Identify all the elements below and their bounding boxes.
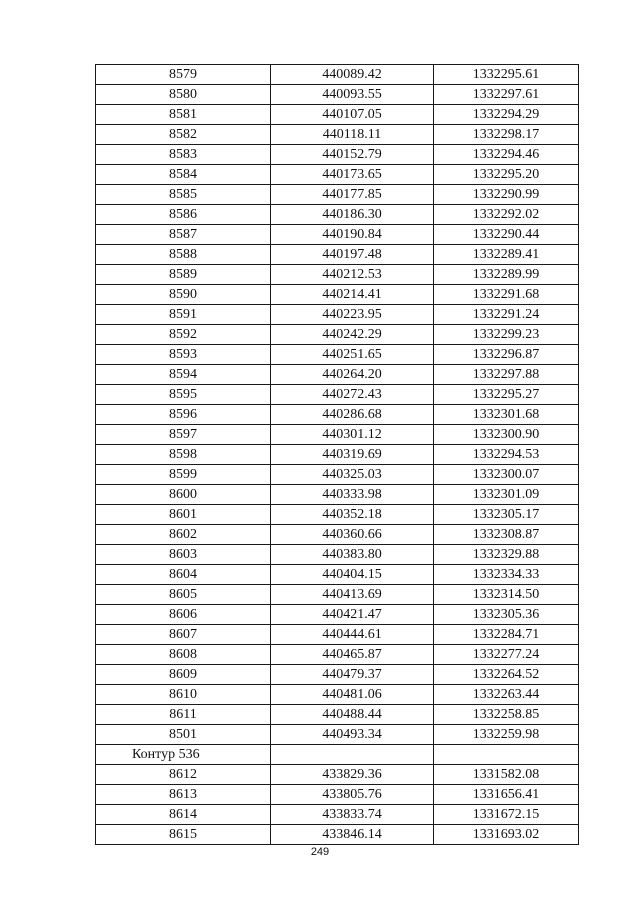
x-coordinate-cell: 440319.69	[271, 445, 434, 465]
point-number-cell: 8606	[96, 605, 271, 625]
table-row	[96, 105, 579, 125]
x-coordinate-cell: 440152.79	[271, 145, 434, 165]
y-coordinate-cell: 1332308.87	[434, 525, 579, 545]
table-row	[96, 565, 579, 585]
table-row	[96, 65, 579, 85]
point-number-cell: 8589	[96, 265, 271, 285]
point-number-cell: 8587	[96, 225, 271, 245]
y-coordinate-cell: 1332289.99	[434, 265, 579, 285]
point-number-cell: 8596	[96, 405, 271, 425]
point-number-cell: 8591	[96, 305, 271, 325]
x-coordinate-cell: 440272.43	[271, 385, 434, 405]
y-coordinate-cell: 1332290.99	[434, 185, 579, 205]
point-number-cell: 8585	[96, 185, 271, 205]
y-coordinate-cell: 1332295.27	[434, 385, 579, 405]
y-coordinate-cell: 1332298.17	[434, 125, 579, 145]
y-coordinate-cell: 1331582.08	[434, 765, 579, 785]
x-coordinate-cell: 433833.74	[271, 805, 434, 825]
table-row	[96, 305, 579, 325]
table-row	[96, 365, 579, 385]
y-coordinate-cell: 1332297.61	[434, 85, 579, 105]
table-row	[96, 645, 579, 665]
y-coordinate-cell: 1332301.68	[434, 405, 579, 425]
y-coordinate-cell: 1332259.98	[434, 725, 579, 745]
x-coordinate-cell: 440264.20	[271, 365, 434, 385]
x-coordinate-cell: 440465.87	[271, 645, 434, 665]
y-coordinate-cell: 1332300.90	[434, 425, 579, 445]
table-row	[96, 705, 579, 725]
table-row	[96, 205, 579, 225]
x-coordinate-cell: 440177.85	[271, 185, 434, 205]
section-row	[96, 745, 579, 765]
y-coordinate-cell: 1332291.24	[434, 305, 579, 325]
point-number-cell: 8583	[96, 145, 271, 165]
y-coordinate-cell: 1331693.02	[434, 825, 579, 845]
table-row	[96, 345, 579, 365]
point-number-cell: 8611	[96, 705, 271, 725]
point-number-cell: 8605	[96, 585, 271, 605]
point-number-cell: 8602	[96, 525, 271, 545]
x-coordinate-cell: 433846.14	[271, 825, 434, 845]
y-coordinate-cell: 1332290.44	[434, 225, 579, 245]
point-number-cell: 8604	[96, 565, 271, 585]
x-coordinate-cell: 440197.48	[271, 245, 434, 265]
table-row	[96, 825, 579, 845]
x-coordinate-cell: 440223.95	[271, 305, 434, 325]
table-row	[96, 145, 579, 165]
table-row	[96, 805, 579, 825]
point-number-cell: 8601	[96, 505, 271, 525]
point-number-cell: 8614	[96, 805, 271, 825]
y-coordinate-cell: 1332300.07	[434, 465, 579, 485]
x-coordinate-cell: 440488.44	[271, 705, 434, 725]
table-row	[96, 525, 579, 545]
x-coordinate-cell: 440481.06	[271, 685, 434, 705]
table-row	[96, 265, 579, 285]
point-number-cell: 8599	[96, 465, 271, 485]
y-coordinate-cell: 1332294.46	[434, 145, 579, 165]
point-number-cell: 8581	[96, 105, 271, 125]
point-number-cell: 8586	[96, 205, 271, 225]
x-coordinate-cell: 440479.37	[271, 665, 434, 685]
x-coordinate-cell: 440089.42	[271, 65, 434, 85]
table-row	[96, 285, 579, 305]
y-coordinate-cell: 1332292.02	[434, 205, 579, 225]
point-number-cell: 8588	[96, 245, 271, 265]
x-coordinate-cell: 440301.12	[271, 425, 434, 445]
table-row	[96, 585, 579, 605]
y-coordinate-cell: 1332289.41	[434, 245, 579, 265]
point-number-cell: 8598	[96, 445, 271, 465]
x-coordinate-cell: 440186.30	[271, 205, 434, 225]
y-coordinate-cell: 1332277.24	[434, 645, 579, 665]
table-row	[96, 485, 579, 505]
point-number-cell: 8580	[96, 85, 271, 105]
page-number: 249	[310, 846, 330, 858]
y-coordinate-cell: 1332264.52	[434, 665, 579, 685]
point-number-cell: 8593	[96, 345, 271, 365]
y-coordinate-cell: 1332284.71	[434, 625, 579, 645]
y-coordinate-cell: 1332301.09	[434, 485, 579, 505]
point-number-cell: 8600	[96, 485, 271, 505]
table-row	[96, 545, 579, 565]
x-coordinate-cell: 440493.34	[271, 725, 434, 745]
x-coordinate-cell: 440404.15	[271, 565, 434, 585]
table-row	[96, 85, 579, 105]
table-row	[96, 725, 579, 745]
table-row	[96, 765, 579, 785]
table-row	[96, 445, 579, 465]
y-coordinate-cell: 1332296.87	[434, 345, 579, 365]
table-row	[96, 625, 579, 645]
x-coordinate-cell: 440383.80	[271, 545, 434, 565]
table-row	[96, 225, 579, 245]
y-coordinate-cell: 1332291.68	[434, 285, 579, 305]
y-coordinate-cell: 1332334.33	[434, 565, 579, 585]
table-row	[96, 785, 579, 805]
x-coordinate-cell: 440107.05	[271, 105, 434, 125]
point-number-cell: 8592	[96, 325, 271, 345]
point-number-cell: 8582	[96, 125, 271, 145]
section-label-cell: Контур 536	[96, 745, 271, 765]
x-coordinate-cell: 440325.03	[271, 465, 434, 485]
table-row	[96, 245, 579, 265]
point-number-cell: 8610	[96, 685, 271, 705]
point-number-cell: 8579	[96, 65, 271, 85]
table-row	[96, 505, 579, 525]
table-row	[96, 605, 579, 625]
point-number-cell: 8609	[96, 665, 271, 685]
table-row	[96, 125, 579, 145]
point-number-cell: 8612	[96, 765, 271, 785]
point-number-cell: 8501	[96, 725, 271, 745]
table-row	[96, 385, 579, 405]
y-coordinate-cell: 1332294.53	[434, 445, 579, 465]
x-coordinate-cell: 440214.41	[271, 285, 434, 305]
point-number-cell: 8584	[96, 165, 271, 185]
point-number-cell: 8594	[96, 365, 271, 385]
table-row	[96, 405, 579, 425]
coordinates-table	[95, 64, 579, 845]
x-coordinate-cell: 440093.55	[271, 85, 434, 105]
y-coordinate-cell: 1331656.41	[434, 785, 579, 805]
y-coordinate-cell: 1332263.44	[434, 685, 579, 705]
x-coordinate-cell: 433805.76	[271, 785, 434, 805]
table-row	[96, 425, 579, 445]
y-coordinate-cell: 1332305.17	[434, 505, 579, 525]
point-number-cell: 8595	[96, 385, 271, 405]
y-coordinate-cell: 1332258.85	[434, 705, 579, 725]
y-coordinate-cell: 1332299.23	[434, 325, 579, 345]
point-number-cell: 8613	[96, 785, 271, 805]
x-coordinate-cell: 440118.11	[271, 125, 434, 145]
y-coordinate-cell: 1331672.15	[434, 805, 579, 825]
point-number-cell: 8603	[96, 545, 271, 565]
x-coordinate-cell: 433829.36	[271, 765, 434, 785]
y-coordinate-cell: 1332305.36	[434, 605, 579, 625]
x-coordinate-cell: 440173.65	[271, 165, 434, 185]
x-coordinate-cell: 440352.18	[271, 505, 434, 525]
x-coordinate-cell: 440212.53	[271, 265, 434, 285]
table-row	[96, 325, 579, 345]
y-coordinate-cell: 1332314.50	[434, 585, 579, 605]
point-number-cell: 8608	[96, 645, 271, 665]
table-row	[96, 165, 579, 185]
point-number-cell: 8590	[96, 285, 271, 305]
x-coordinate-cell: 440421.47	[271, 605, 434, 625]
empty-cell	[271, 745, 434, 765]
point-number-cell: 8615	[96, 825, 271, 845]
table-row	[96, 465, 579, 485]
x-coordinate-cell: 440251.65	[271, 345, 434, 365]
y-coordinate-cell: 1332297.88	[434, 365, 579, 385]
x-coordinate-cell: 440333.98	[271, 485, 434, 505]
x-coordinate-cell: 440190.84	[271, 225, 434, 245]
x-coordinate-cell: 440286.68	[271, 405, 434, 425]
x-coordinate-cell: 440242.29	[271, 325, 434, 345]
table-row	[96, 185, 579, 205]
point-number-cell: 8607	[96, 625, 271, 645]
coordinates-table-body	[96, 65, 579, 845]
x-coordinate-cell: 440444.61	[271, 625, 434, 645]
y-coordinate-cell: 1332295.61	[434, 65, 579, 85]
x-coordinate-cell: 440360.66	[271, 525, 434, 545]
table-row	[96, 665, 579, 685]
y-coordinate-cell: 1332329.88	[434, 545, 579, 565]
point-number-cell: 8597	[96, 425, 271, 445]
y-coordinate-cell: 1332294.29	[434, 105, 579, 125]
empty-cell	[434, 745, 579, 765]
x-coordinate-cell: 440413.69	[271, 585, 434, 605]
table-row	[96, 685, 579, 705]
y-coordinate-cell: 1332295.20	[434, 165, 579, 185]
